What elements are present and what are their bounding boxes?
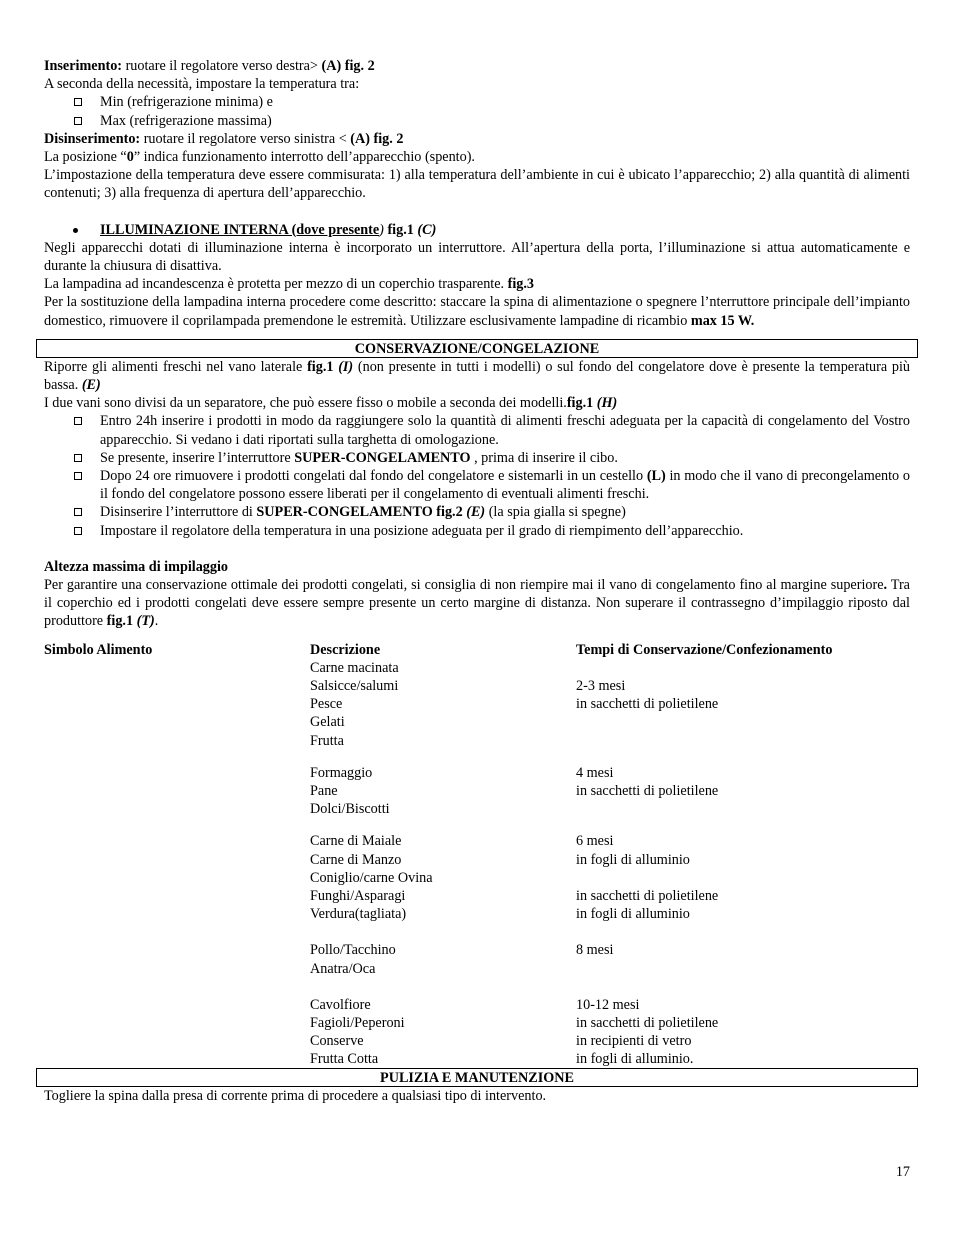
storage-table: [44, 641, 910, 1069]
section-heading-pulizia: PULIZIA E MANUTENZIONE: [36, 1068, 918, 1087]
list-item: Dopo 24 ore rimuovere i prodotti congelati dal fondo del congelatore e sistemarli in un cestello (L) in modo che il vano di precongelamento o il fondo del congelatore possono essere liberati per il congelamento di eventuali alimenti freschi.: [44, 467, 910, 503]
page-number: 17: [895, 1164, 910, 1180]
table-header-row: [44, 641, 910, 659]
table-row: [44, 732, 910, 750]
table-row: [44, 887, 910, 905]
table-group: [44, 996, 910, 1069]
storage-time: in sacchetti di polietilene: [576, 1014, 719, 1031]
table-row: [44, 1032, 910, 1050]
list-item: Impostare il regolatore della temperatura in una posizione adeguata per il grado di riempimento dell’apparecchio.: [44, 522, 910, 540]
food-description: Pollo/Tacchino: [310, 942, 396, 959]
checkbox-bullet-icon: [74, 472, 82, 480]
checkbox-bullet-icon: [74, 417, 82, 425]
table-header-symbol: Simbolo Alimento: [44, 641, 153, 658]
altezza-heading: Altezza massima di impilaggio: [44, 558, 229, 575]
list-item: Se presente, inserire l’interruttore SUPER-CONGELAMENTO , prima di inserire il cibo.: [44, 449, 910, 467]
table-row: [44, 782, 910, 800]
food-description: Coniglio/carne Ovina: [310, 869, 433, 886]
storage-time: 6 mesi: [576, 833, 614, 850]
checkbox-bullet-icon: [74, 454, 82, 462]
food-description: Funghi/Asparagi: [310, 887, 406, 904]
list-item: Disinserire l’interruttore di SUPER-CONGELAMENTO fig.2 (E) (la spia gialla si spegne): [44, 503, 910, 521]
table-row: [44, 832, 910, 850]
table-row: [44, 869, 910, 887]
inserimento-line: Inserimento: ruotare il regolatore verso destra> (A) fig. 2: [44, 58, 375, 74]
food-description: Pesce: [310, 696, 343, 713]
checkbox-bullet-icon: [74, 527, 82, 535]
storage-time: 2-3 mesi: [576, 678, 626, 695]
table-row: [44, 1014, 910, 1032]
checkbox-bullet-icon: [74, 508, 82, 516]
altezza-paragraph: Per garantire una conservazione ottimale dei prodotti congelati, si consiglia di non riempire mai il vano di congelamento fino al margine superiore. Tra il coperchio ed i prodotti congelati deve essere sempre presente un certo margine di distanza. Non superare il contrassegno d’impilaggio riposto dal produttore fig.1 (T).: [44, 577, 910, 630]
section-heading-conservazione: CONSERVAZIONE/CONGELAZIONE: [36, 339, 918, 358]
sostituzione-paragraph: Per la sostituzione della lampadina interna procedere come descritto: staccare la spina di alimentazione o spegnere l’nterruttore principale dell’impianto domestico, rimuovere il coprilampada premendone le estremità. Utilizzare esclusivamente lampadine di ricambio max 15 W.: [44, 294, 910, 329]
storage-time: 10-12 mesi: [576, 996, 640, 1013]
table-row: [44, 764, 910, 782]
table-row: [44, 677, 910, 695]
separatore-line: I due vani sono divisi da un separatore, che può essere fisso o mobile a seconda dei modelli.fig.1 (H): [44, 395, 618, 412]
storage-time: in fogli di alluminio.: [576, 1051, 694, 1068]
food-description: Anatra/Oca: [310, 960, 376, 977]
food-description: Dolci/Biscotti: [310, 801, 390, 818]
table-group: [44, 941, 910, 977]
food-description: Carne di Manzo: [310, 851, 402, 868]
food-description: Formaggio: [310, 764, 373, 781]
table-header-time: Tempi di Conservazione/Confezionamento: [576, 641, 833, 658]
food-description: Salsicce/salumi: [310, 678, 399, 695]
food-description: Frutta: [310, 732, 344, 749]
list-item: Entro 24h inserire i prodotti in modo da raggiungere solo la quantità di alimenti freschi adeguata per la capacità di congelamento del Vostro apparecchio. Si vedano i dati riportati sulla targhetta di omologazione.: [44, 412, 910, 448]
table-group: [44, 764, 910, 819]
storage-time: in sacchetti di polietilene: [576, 887, 719, 904]
table-group: [44, 832, 910, 923]
checkbox-bullet-icon: [74, 98, 82, 106]
table-header-description: Descrizione: [310, 641, 381, 658]
food-description: Carne macinata: [310, 659, 399, 676]
table-row: [44, 851, 910, 869]
storage-time: in sacchetti di polietilene: [576, 696, 719, 713]
food-description: Conserve: [310, 1033, 364, 1050]
table-row: [44, 996, 910, 1014]
food-description: Gelati: [310, 714, 345, 731]
table-row: [44, 695, 910, 713]
table-group: [44, 659, 910, 750]
document-page: [44, 57, 910, 1106]
position-zero-line: La posizione “0” indica funzionamento interrotto dell’apparecchio (spento).: [44, 149, 475, 166]
table-row: [44, 713, 910, 731]
list-item: Max (refrigerazione massima): [44, 112, 910, 130]
storage-time: in sacchetti di polietilene: [576, 783, 719, 799]
food-description: Verdura(tagliata): [310, 906, 407, 923]
storage-time: in recipienti di vetro: [576, 1033, 692, 1050]
table-row: [44, 800, 910, 818]
table-row: [44, 905, 910, 923]
impostazione-paragraph: L’impostazione della temperatura deve essere commisurata: 1) alla temperatura dell’ambiente in cui è ubicato l’apparecchio; 2) alla quantità di alimenti contenuti; 3) alla frequenza di apertura dell’apparecchio.: [44, 167, 910, 202]
checkbox-bullet-icon: [74, 117, 82, 125]
illuminazione-heading: ILLUMINAZIONE INTERNA (dove presente) fig.1 (C): [44, 221, 910, 239]
conservazione-steps: [44, 412, 910, 539]
temperature-intro: A seconda della necessità, impostare la temperatura tra:: [44, 76, 360, 93]
food-description: Carne di Maiale: [310, 833, 402, 850]
table-row: [44, 1050, 910, 1068]
lampadina-line: La lampadina ad incandescenza è protetta per mezzo di un coperchio trasparente. fig.3: [44, 276, 535, 293]
food-description: Frutta Cotta: [310, 1051, 379, 1068]
conservazione-paragraph: Riporre gli alimenti freschi nel vano laterale fig.1 (I) (non presente in tutti i modelli) o sul fondo del congelatore dove è presente la temperatura più bassa. (E): [44, 358, 911, 394]
pulizia-paragraph: Togliere la spina dalla presa di corrente prima di procedere a qualsiasi tipo di intervento.: [44, 1088, 547, 1105]
food-description: Fagioli/Peperoni: [310, 1014, 405, 1031]
bullet-dot-icon: [73, 228, 78, 233]
storage-time: in fogli di alluminio: [576, 851, 690, 868]
table-row: [44, 960, 910, 978]
table-row: [44, 659, 910, 677]
list-item: Min (refrigerazione minima) e: [44, 93, 910, 111]
food-description: Cavolfiore: [310, 996, 371, 1013]
table-row: [44, 941, 910, 959]
illuminazione-paragraph: Negli apparecchi dotati di illuminazione interna è incorporato un interruttore. All’apertura della porta, l’illuminazione si attua automaticamente e durante la chiusura di disattiva.: [44, 239, 910, 275]
storage-time: 8 mesi: [576, 942, 614, 959]
storage-time: in fogli di alluminio: [576, 906, 690, 923]
storage-time: 4 mesi: [576, 764, 614, 781]
food-description: Pane: [310, 783, 338, 799]
disinserimento-line: Disinserimento: ruotare il regolatore verso sinistra < (A) fig. 2: [44, 130, 404, 147]
temperature-options: [44, 93, 910, 129]
